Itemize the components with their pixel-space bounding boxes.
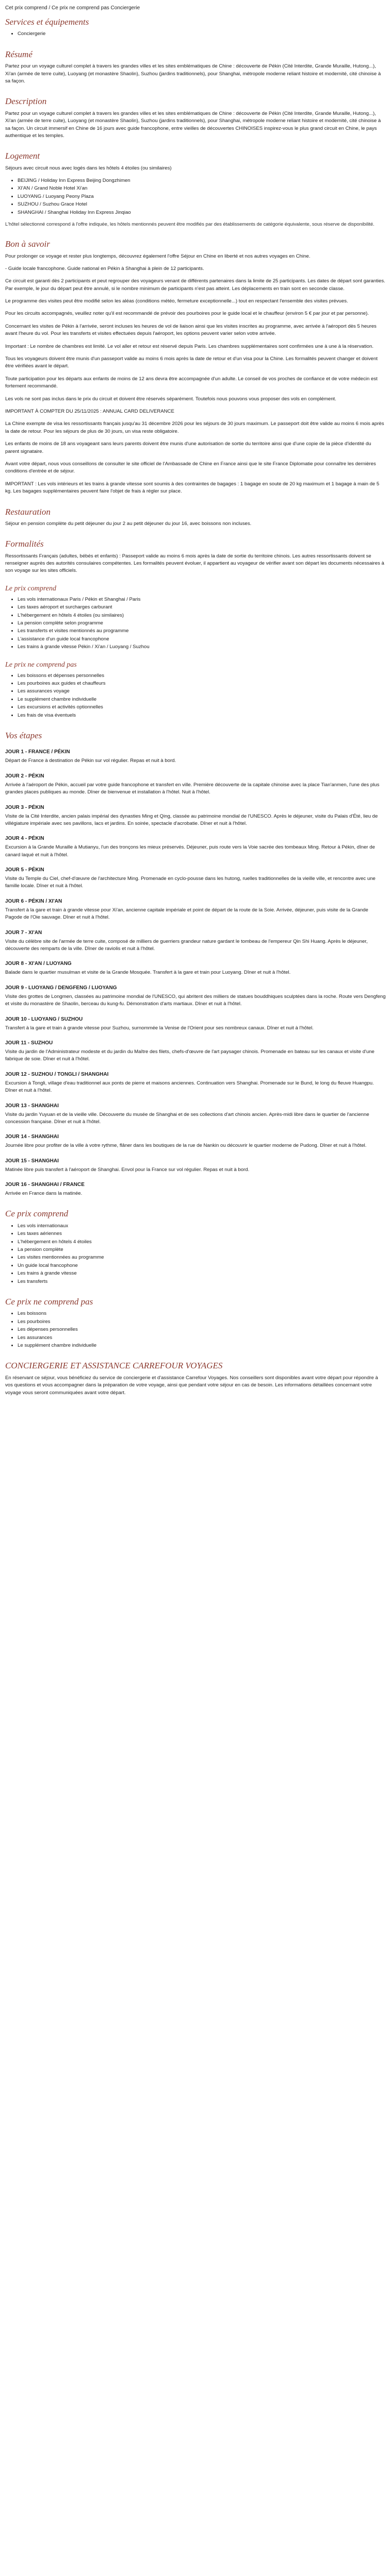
bon-p1: Pour prolonger ce voyage et rester plus longtemps, découvrez également l'offre Séjour en Chine en liberté et nos autres voyages en Chine. — [5, 253, 311, 259]
day-title: JOUR 10 - LUOYANG / SUZHOU — [5, 1016, 83, 1022]
intro-line: Cet prix comprend / Ce prix ne comprend pas Conciergerie — [5, 5, 140, 11]
day-title: JOUR 6 - PÉKIN / XI'AN — [5, 898, 62, 904]
comprend-item: • Un guide local francophone — [18, 1262, 386, 1269]
inclus-item: • Les transferts et visites mentionnés au programme — [18, 628, 386, 635]
hotel-item: • SUZHOU / Suzhou Grace Hotel — [18, 201, 386, 208]
day-title: JOUR 15 - SHANGHAI — [5, 1158, 59, 1164]
day-title: JOUR 13 - SHANGHAI — [5, 1103, 59, 1109]
non-inclus-item: • Le supplément chambre individuelle — [18, 696, 386, 703]
bon-p13: Les enfants de moins de 18 ans voyageant sans leurs parents doivent être munis d'une autorisation de sortie du territoire ainsi que d'une copie de la pièce d'identité du parent signataire. — [5, 441, 371, 454]
logement-title: Logement — [5, 151, 40, 161]
day-text: Visite du Temple du Ciel, chef-d'œuvre de l'architecture Ming. Promenade en cyclo-pousse dans les hutong, ruelles traditionnelles de la vieille ville, et rencontre avec une famille locale. Dîner et nuit à l'hôtel. — [5, 876, 376, 889]
day-title: JOUR 5 - PÉKIN — [5, 867, 44, 873]
non-inclus-title: Le prix ne comprend pas — [5, 660, 77, 669]
bon-p14: Avant votre départ, nous vous conseillons de consulter le site officiel de l'Ambassade de Chine en France ainsi que le site France Diplomatie pour connaître les dernières conditions d'entrée et de séjour. — [5, 461, 376, 474]
bon-p15: IMPORTANT : Les vols intérieurs et les trains à grande vitesse sont soumis à des contraintes de bagages : 1 bagage en soute de 20 kg maximum et 1 bagage à main de 5 kg. Les bagages supplémentaires peuvent faire l'objet de frais à régler sur place. — [5, 481, 380, 495]
inclus-list — [5, 596, 386, 651]
bon-p9: Toute participation pour les départs aux enfants de moins de 12 ans devra être accompagnée d'un adulte. Le conseil de vos proches de confiance et de votre médecin est fortement recommandé. — [5, 376, 378, 389]
comprend-list — [5, 1223, 386, 1285]
day-text: Excursion à Tongli, village d'eau traditionnel aux ponts de pierre et maisons anciennes. Continuation vers Shanghai. Promenade sur le Bund, le long du fleuve Huangpu. Dîner et nuit à l'hôtel. — [5, 1080, 374, 1094]
services-item: • Conciergerie — [18, 30, 386, 38]
day-title: JOUR 16 - SHANGHAI / FRANCE — [5, 1182, 85, 1188]
ne-comprend-item: • Les dépenses personnelles — [18, 1326, 386, 1333]
day-text: Visite de la Cité Interdite, ancien palais impérial des dynasties Ming et Qing, classée au patrimoine mondial de l'UNESCO. Après le déjeuner, visite du Palais d'Été, lieu de villégiature impériale avec ses pavillons, lacs et jardins. En soirée, spectacle d'acrobatie. Dîner et nuit à l'hôtel. — [5, 813, 378, 826]
day-text: Visite du célèbre site de l'armée de terre cuite, composé de milliers de guerriers grandeur nature gardant le tombeau de l'empereur Qin Shi Huang. Après le déjeuner, découverte des remparts de la ville. Dîner de raviolis et nuit à l'hôtel. — [5, 938, 368, 952]
inclus-item: • Les vols internationaux Paris / Pékin et Shanghai / Paris — [18, 596, 386, 603]
services-title: Services et équipements — [5, 17, 89, 27]
non-inclus-item: • Les excursions et activités optionnelles — [18, 704, 386, 711]
bon-p11: IMPORTANT À COMPTER DU 25/11/2025 : ANNUAL CARD DELIVERANCE — [5, 409, 174, 414]
inclus-item: • La pension complète selon programme — [18, 620, 386, 627]
non-inclus-item: • Les frais de visa éventuels — [18, 712, 386, 719]
day-title: JOUR 14 - SHANGHAI — [5, 1134, 59, 1140]
comprend-item: • Les vols internationaux — [18, 1223, 386, 1230]
day-title: JOUR 7 - XI'AN — [5, 929, 42, 936]
ne-comprend-item: • Les boissons — [18, 1310, 386, 1317]
logement-note: L'hôtel sélectionné correspond à l'offre indiquée, les hôtels mentionnés peuvent être modifiés par des établissements de catégorie équivalente, sous réserve de disponibilité. — [5, 221, 374, 227]
hotel-item: • LUOYANG / Luoyang Peony Plaza — [18, 193, 386, 200]
ne-comprend-item: • Les assurances — [18, 1334, 386, 1342]
inclus-item: • L'assistance d'un guide local francophone — [18, 636, 386, 643]
day-text: Excursion à la Grande Muraille à Mutianyu, l'un des tronçons les mieux préservés. Déjeuner, puis route vers la Voie sacrée des tombeaux Ming. Retour à Pékin, dîner de canard laqué et nuit à l'hôtel. — [5, 844, 375, 858]
day-title: JOUR 11 - SUZHOU — [5, 1040, 53, 1046]
formalites-title: Formalités — [5, 539, 44, 549]
day-text: Transfert à la gare et train à grande vitesse pour Suzhou, surnommée la Venise de l'Orient pour ses nombreux canaux. Dîner et nuit à l'hôtel. — [5, 1025, 314, 1031]
day-text: Visite du jardin de l'Administrateur modeste et du jardin du Maître des filets, chefs-d'œuvre de l'art paysager chinois. Promenade en bateau sur les canaux et visite d'une fabrique de soie. Dîner et nuit à l'hôtel. — [5, 1048, 374, 1062]
day-text: Visite du jardin Yuyuan et de la vieille ville. Découverte du musée de Shanghai et de ses collections d'art chinois ancien. Après-midi libre dans le quartier de l'ancienne concession française. Dîner et nuit à l'hôtel. — [5, 1111, 369, 1125]
day-text: Arrivée à l'aéroport de Pékin, accueil par votre guide francophone et transfert en ville. Première découverte de la capitale chinoise avec la place Tian'anmen, l'une des plus grandes places publiques au monde. Dîner de bienvenue et installation à l'hôtel. Nuit à l'hôtel. — [5, 782, 380, 795]
restauration-title: Restauration — [5, 506, 51, 517]
vols-title: Vos étapes — [5, 730, 42, 740]
formalites-text: Ressortissants Français (adultes, bébés et enfants) : Passeport valide au moins 6 mois après la date de sortie du territoire chinois. Les autres ressortissants doivent se renseigner auprès des autorités consulaires compétentes. Les formalités peuvent évoluer, il appartient au voyageur de vérifier avant son départ les documents nécessaires à son voyage sur les sites officiels. — [5, 553, 384, 574]
conciergerie-title: CONCIERGERIE ET ASSISTANCE CARREFOUR VOYAGES — [5, 1361, 223, 1371]
day-text: Arrivée en France dans la matinée. — [5, 1191, 83, 1197]
hotel-list — [5, 177, 386, 216]
comprend-title: Ce prix comprend — [5, 1209, 69, 1219]
bon-p8: Tous les voyageurs doivent être munis d'un passeport valide au moins 6 mois après la date de retour et d'un visa pour la Chine. Les formalités peuvent changer et doivent être vérifiées avant le départ. — [5, 356, 378, 369]
non-inclus-item: • Les assurances voyage — [18, 688, 386, 695]
ne-comprend-item: • Les pourboires — [18, 1318, 386, 1326]
comprend-item: • Les visites mentionnées au programme — [18, 1254, 386, 1261]
bon-p7: Important : Le nombre de chambres est limité. Le vol aller et retour est réservé depuis Paris. Les chambres supplémentaires sont confirmées une à une à la réservation. — [5, 343, 374, 349]
comprend-item: • Les taxes aériennes — [18, 1230, 386, 1238]
bon-p2: - Guide locale francophone. Guide national en Pékin à Shanghai à plein de 12 participants. — [5, 265, 204, 272]
day-text: Matinée libre puis transfert à l'aéroport de Shanghai. Envol pour la France sur vol régulier. Repas et nuit à bord. — [5, 1166, 250, 1173]
comprend-item: • Les transferts — [18, 1278, 386, 1285]
resume-text: Partez pour un voyage culturel complet à travers les grandes villes et les sites emblématiques de Chine : découverte de Pékin (Cité Interdite, Grande Muraille, Hutong...), Xi'an (armée de terre cuite), Luoyang (et monastère Shaolin), Suzhou (jardins traditionnels), pour Shanghai, métropole moderne reliant histoire et modernité, cité chinoise à sa façon. — [5, 63, 381, 84]
ne-comprend-list — [5, 1310, 386, 1349]
day-text: Départ de France à destination de Pékin sur vol régulier. Repas et nuit à bord. — [5, 758, 176, 764]
bon-p4: Le programme des visites peut être modifié selon les aléas (conditions météo, fermeture exceptionnelle...) tout en respectant l'ensemble des visites prévues. — [5, 298, 348, 304]
resume-title: Résumé — [5, 49, 32, 59]
day-title: JOUR 2 - PÉKIN — [5, 773, 44, 779]
day-title: JOUR 1 - FRANCE / PÉKIN — [5, 749, 70, 755]
ne-comprend-item: • Le supplément chambre individuelle — [18, 1342, 386, 1349]
comprend-item: • Les trains à grande vitesse — [18, 1270, 386, 1277]
comprend-item: • L'hébergement en hôtels 4 étoiles — [18, 1239, 386, 1246]
day-title: JOUR 3 - PÉKIN — [5, 804, 44, 810]
day-title: JOUR 12 - SUZHOU / TONGLI / SHANGHAI — [5, 1071, 109, 1077]
bon-p12: La Chine exempte de visa les ressortissants français jusqu'au 31 décembre 2026 pour les séjours de 30 jours maximum. Le passeport doit être valide au moins 6 mois après la date de retour. Pour les séjours de plus de 30 jours, un visa reste obligatoire. — [5, 421, 384, 434]
itinerary — [5, 748, 386, 1197]
non-inclus-item: • Les pourboires aux guides et chauffeurs — [18, 680, 386, 687]
inclus-item: • Les trains à grande vitesse Pékin / Xi'an / Luoyang / Suzhou — [18, 643, 386, 651]
day-title: JOUR 9 - LUOYANG / DENGFENG / LUOYANG — [5, 985, 117, 991]
bon-p10: Les vols ne sont pas inclus dans le prix du circuit et doivent être réservés séparément. Toutefois nous pouvons vous proposer des vols en complément. — [5, 396, 336, 402]
inclus-item: • Les taxes aéroport et surcharges carburant — [18, 604, 386, 611]
services-list — [5, 30, 386, 38]
non-inclus-list — [5, 672, 386, 719]
inclus-item: • L'hébergement en hôtels 4 étoiles (ou similaires) — [18, 612, 386, 619]
hotel-item: • XI'AN / Grand Noble Hotel Xi'an — [18, 185, 386, 192]
restauration-text: Séjour en pension complète du petit déjeuner du jour 2 au petit déjeuner du jour 16, avec boissons non incluses. — [5, 520, 252, 527]
inclus-title: Le prix comprend — [5, 584, 57, 592]
day-title: JOUR 8 - XI'AN / LUOYANG — [5, 961, 72, 967]
conciergerie-text: En réservant ce séjour, vous bénéficiez du service de conciergerie et d'assistance Carrefour Voyages. Nos conseillers sont disponibles avant votre départ pour répondre à vos questions et vous accompagner dans la préparation de votre voyage, ainsi que pendant votre séjour en cas de besoin. Les informations détaillées concernant votre voyage vous seront communiquées avant votre départ. — [5, 1375, 378, 1396]
ne-comprend-title: Ce prix ne comprend pas — [5, 1297, 93, 1307]
day-text: Transfert à la gare et train à grande vitesse pour Xi'an, ancienne capitale impériale et point de départ de la route de la Soie. Arrivée, déjeuner, puis visite de la Grande Pagode de l'Oie sauvage. Dîner et nuit à l'hôtel. — [5, 907, 368, 921]
comprend-item: • La pension complète — [18, 1246, 386, 1253]
day-text: Visite des grottes de Longmen, classées au patrimoine mondial de l'UNESCO, qui abritent des milliers de statues bouddhiques sculptées dans la roche. Route vers Dengfeng et visite du monastère de Shaolin, berceau du kung-fu. Démonstration d'arts martiaux. Dîner et nuit à l'hôtel. — [5, 993, 386, 1007]
bon-p3: Ce circuit est garanti dès 2 participants et peut regrouper des voyageurs venant de différents partenaires dans la limite de 25 participants. Les dates de départ sont garanties. Par exemple, le jour du départ peut être annulé, si le nombre minimum de participants n'est pas atteint. Les déplacements en train sont en seconde classe. — [5, 278, 385, 292]
day-text: Balade dans le quartier musulman et visite de la Grande Mosquée. Transfert à la gare et train pour Luoyang. Dîner et nuit à l'hôtel. — [5, 970, 291, 976]
bon-p6: Concernant les visites de Pékin à l'arrivée, seront incluses les heures de vol de liaison ainsi que les visites inscrites au programme, avec arrivée à l'aéroport dès 5 heures avant l'heure du vol. Pour les transferts et visites effectuées depuis l'aéroport, les options peuvent varier selon votre arrivée. — [5, 323, 377, 337]
description-title: Description — [5, 96, 47, 107]
logement-intro: Séjours avec circuit nous avec logés dans les hôtels 4 étoiles (ou similaires) — [5, 165, 172, 171]
day-title: JOUR 4 - PÉKIN — [5, 836, 44, 842]
hotel-item: • BEIJING / Holiday Inn Express Beijing Dongzhimen — [18, 177, 386, 184]
bon-title: Bon à savoir — [5, 239, 50, 249]
hotel-item: • SHANGHAI / Shanghai Holiday Inn Express Jinqiao — [18, 209, 386, 216]
non-inclus-item: • Les boissons et dépenses personnelles — [18, 672, 386, 680]
description-text: Partez pour un voyage culturel complet à travers les grandes villes et les sites emblématiques de Chine : découverte de Pékin (Cité Interdite, Grande Muraille, Hutong...), Xi'an (armée de terre cuite), Luoyang (et monastère Shaolin), Suzhou (jardins traditionnels), pour Shanghai, métropole moderne reliant histoire et modernité, cité chinoise à sa façon. Un circuit immersif en Chine de 16 jours avec guide francophone, entre vieilles de découvertes CHINOISES inspirez-vous le plus grand circuit en Chine, le pays authentique et les temples. — [5, 110, 381, 139]
bon-p5: Pour les circuits accompagnés, veuillez noter qu'il est recommandé de prévoir des pourboires pour le guide local et le chauffeur (environ 5 € par jour et par personne). — [5, 311, 369, 317]
day-text: Journée libre pour profiter de la ville à votre rythme, flâner dans les boutiques de la rue de Nankin ou découvrir le quartier moderne de Pudong. Dîner et nuit à l'hôtel. — [5, 1143, 367, 1149]
